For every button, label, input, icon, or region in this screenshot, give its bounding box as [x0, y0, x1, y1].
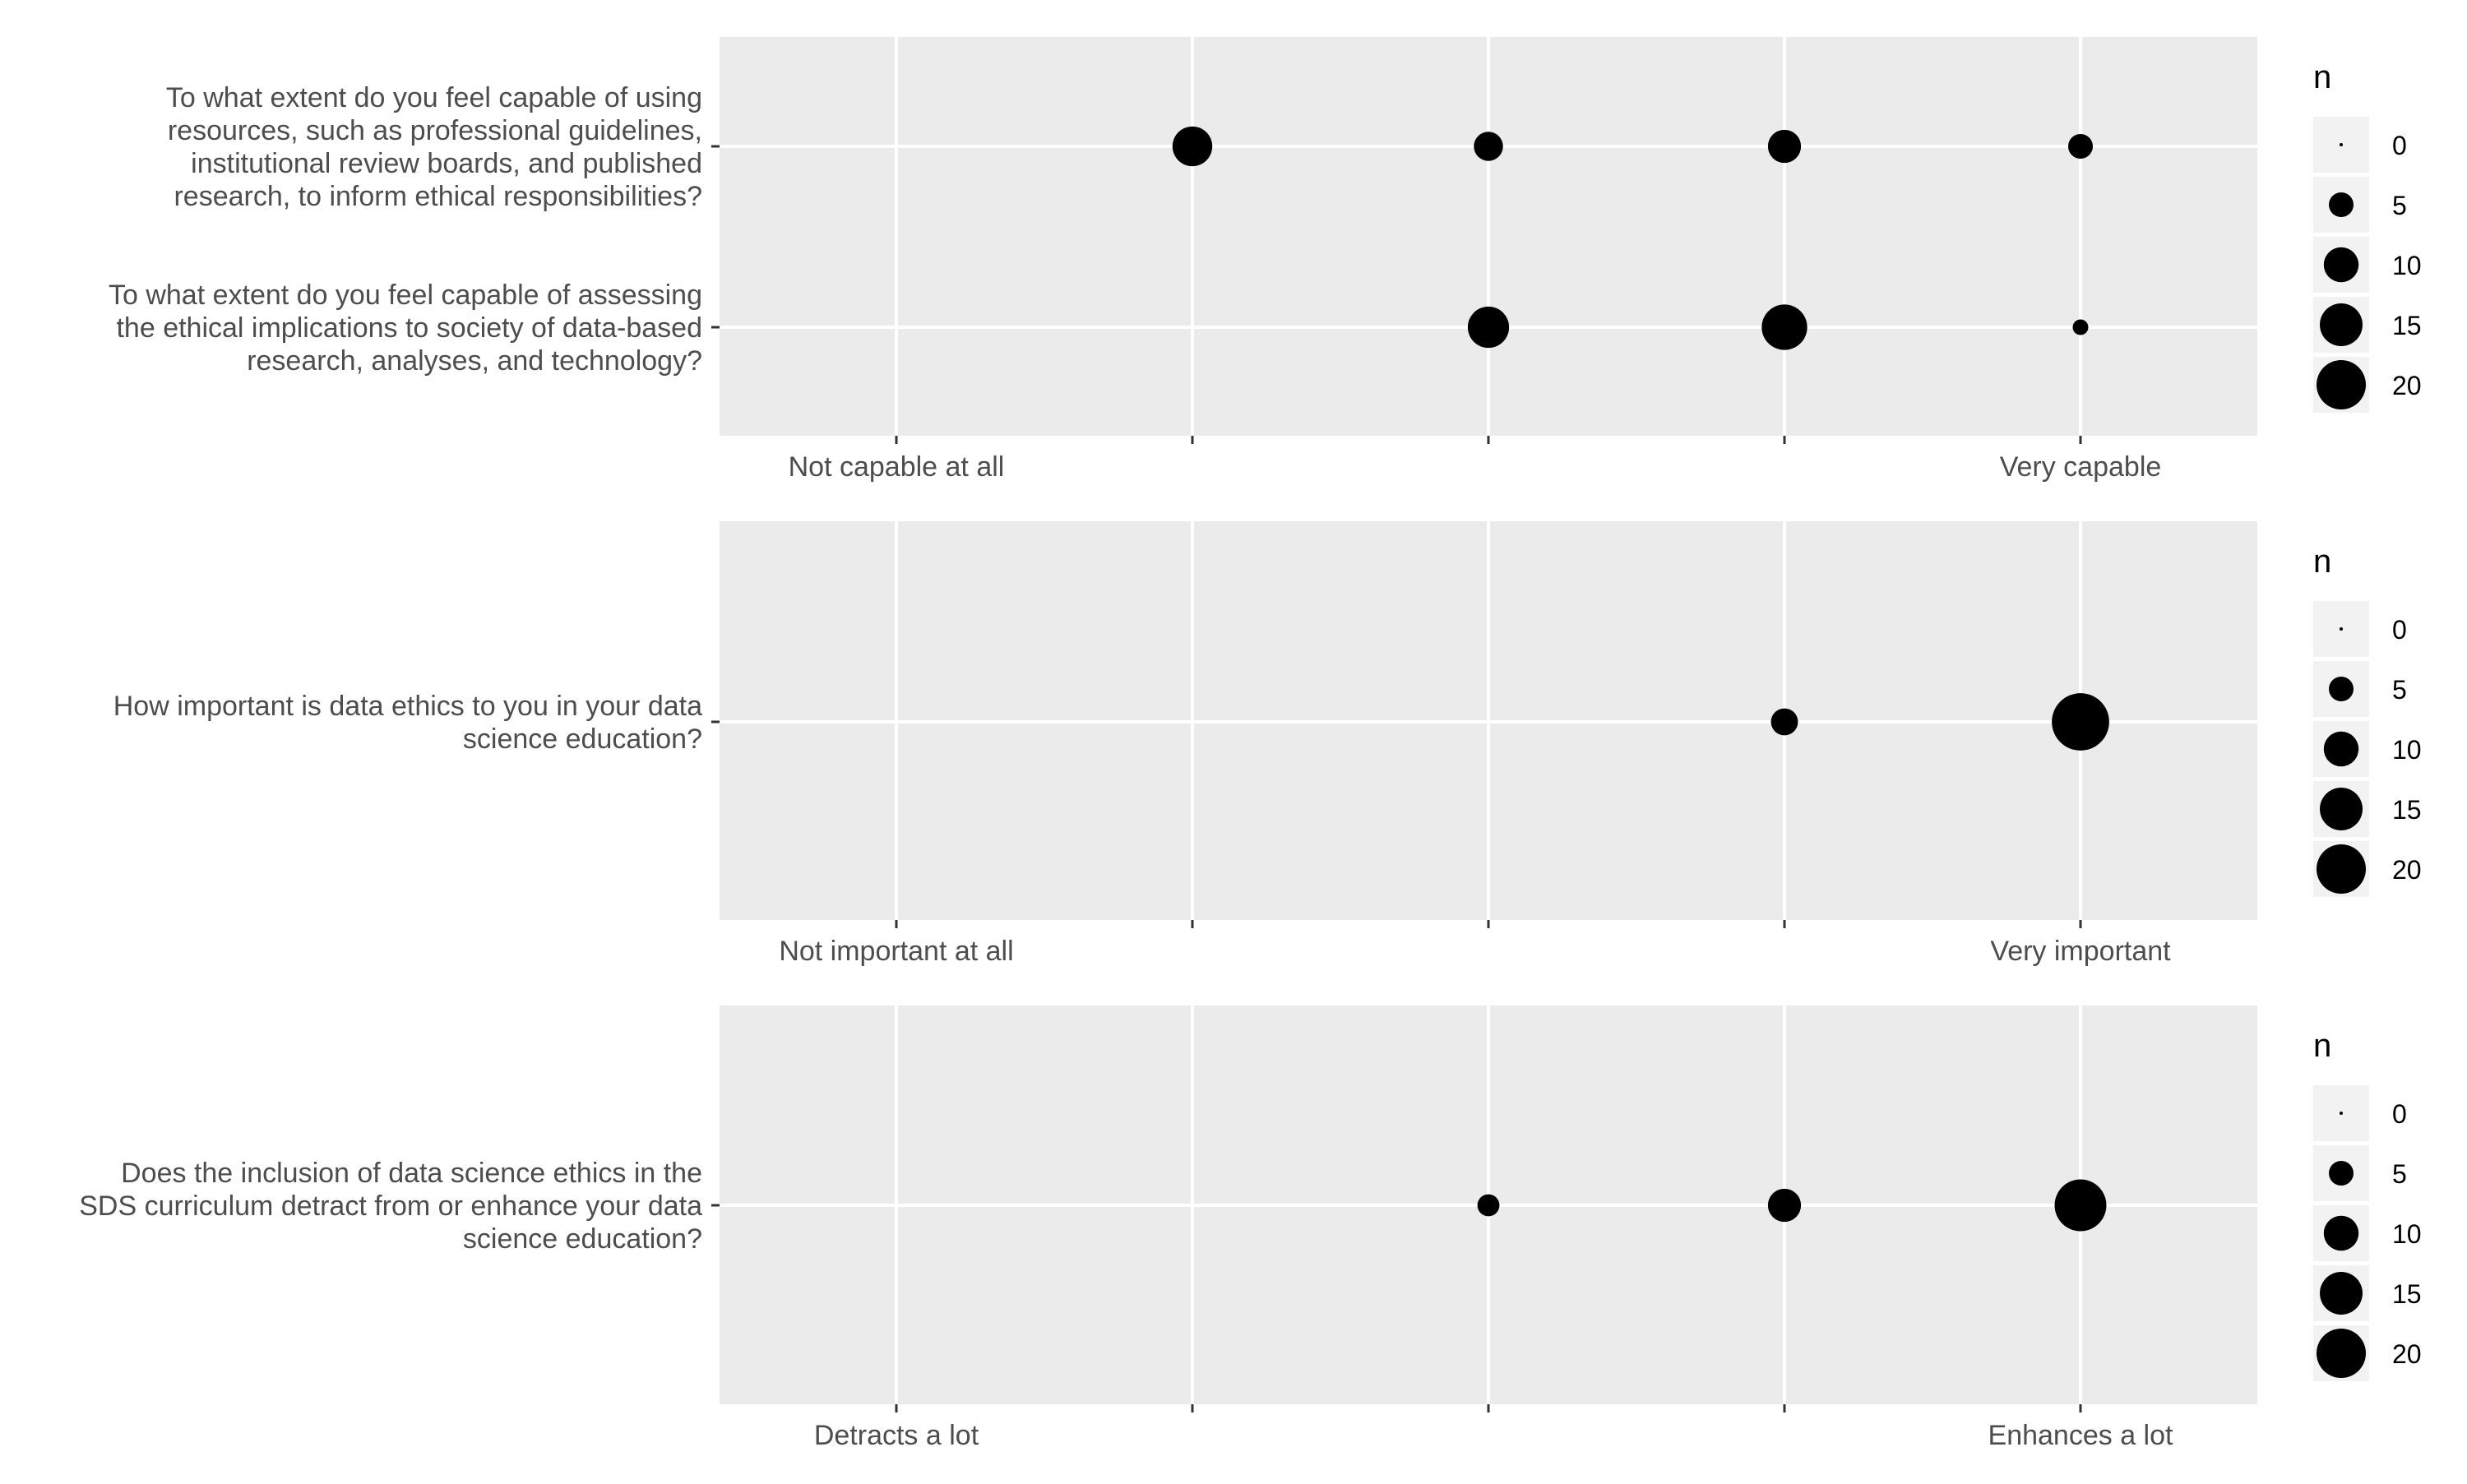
legend-label: 15 [2392, 1279, 2422, 1309]
legend-key-point [2340, 143, 2343, 146]
data-point [2068, 134, 2093, 159]
y-category-label-line: To what extent do you feel capable of assessing [108, 280, 702, 311]
legend-label: 5 [2392, 1159, 2407, 1189]
data-point [1478, 1195, 1500, 1217]
legend-key-point [2324, 732, 2358, 766]
panel-1 [109, 37, 2422, 483]
data-point [1474, 132, 1502, 160]
legend-key-point [2320, 303, 2363, 346]
legend-label: 10 [2392, 251, 2422, 280]
legend-key-point [2340, 1112, 2343, 1115]
data-point [1761, 304, 1807, 349]
x-tick-label: Not capable at all [788, 451, 1005, 483]
data-point [2055, 1180, 2107, 1232]
y-category-label [113, 691, 702, 755]
panel-2 [113, 521, 2422, 967]
legend-key-point [2320, 788, 2363, 830]
legend-title: n [2313, 543, 2332, 580]
y-category-label-line: science education? [462, 724, 702, 755]
y-category-label-line: To what extent do you feel capable of using [165, 82, 702, 113]
panel-3 [79, 1006, 2421, 1451]
legend-title: n [2313, 1028, 2332, 1064]
y-category-label [166, 82, 702, 212]
legend-key-point [2317, 1329, 2366, 1378]
legend-key-point [2340, 627, 2343, 631]
legend-key-point [2329, 677, 2354, 701]
legend-label: 0 [2392, 1099, 2407, 1129]
y-category-label [79, 1158, 702, 1255]
y-category-label-line: Does the inclusion of data science ethics in the [121, 1158, 702, 1189]
legend-key-point [2329, 1161, 2354, 1186]
legend-label: 10 [2392, 735, 2422, 765]
y-category-label-line: the ethical implications to society of data-based [116, 312, 702, 344]
y-category-label-line: institutional review boards, and published [191, 148, 702, 179]
legend-key-point [2324, 247, 2358, 282]
data-point [1468, 307, 1509, 348]
y-category-label [109, 280, 702, 377]
legend-key-point [2317, 844, 2366, 894]
legend-label: 5 [2392, 675, 2407, 705]
legend-label: 10 [2392, 1219, 2422, 1249]
x-tick-label: Detracts a lot [813, 1420, 979, 1451]
data-point [1768, 1189, 1801, 1222]
y-category-label-line: resources, such as professional guidelines, [167, 115, 702, 146]
legend-label: 20 [2392, 855, 2422, 885]
legend-label: 5 [2392, 191, 2407, 220]
data-point [1173, 127, 1212, 166]
y-category-label-line: How important is data ethics to you in your data [113, 691, 702, 722]
legend-label: 15 [2392, 311, 2422, 340]
legend-label: 0 [2392, 615, 2407, 645]
data-point [1771, 709, 1798, 736]
data-point [1768, 130, 1801, 163]
legend-label: 15 [2392, 795, 2422, 825]
x-tick-label: Very important [1990, 936, 2171, 967]
y-category-label-line: science education? [462, 1223, 702, 1255]
legend-title: n [2313, 59, 2332, 95]
x-tick-label: Not important at all [779, 936, 1014, 967]
x-tick-label: Enhances a lot [1988, 1420, 2173, 1451]
y-category-label-line: research, to inform ethical responsibilities? [174, 181, 702, 212]
legend-label: 20 [2392, 1339, 2422, 1369]
legend-label: 20 [2392, 371, 2422, 400]
y-category-label-line: research, analyses, and technology? [247, 345, 702, 377]
legend-key-point [2317, 360, 2366, 409]
legend-key-point [2320, 1272, 2363, 1315]
x-tick-label: Very capable [1999, 451, 2162, 483]
data-point [2052, 693, 2109, 751]
legend-key-point [2324, 1216, 2358, 1251]
data-point [2073, 320, 2089, 335]
y-category-label-line: SDS curriculum detract from or enhance your data [79, 1190, 702, 1222]
legend-key-point [2329, 192, 2354, 217]
legend-label: 0 [2392, 131, 2407, 160]
